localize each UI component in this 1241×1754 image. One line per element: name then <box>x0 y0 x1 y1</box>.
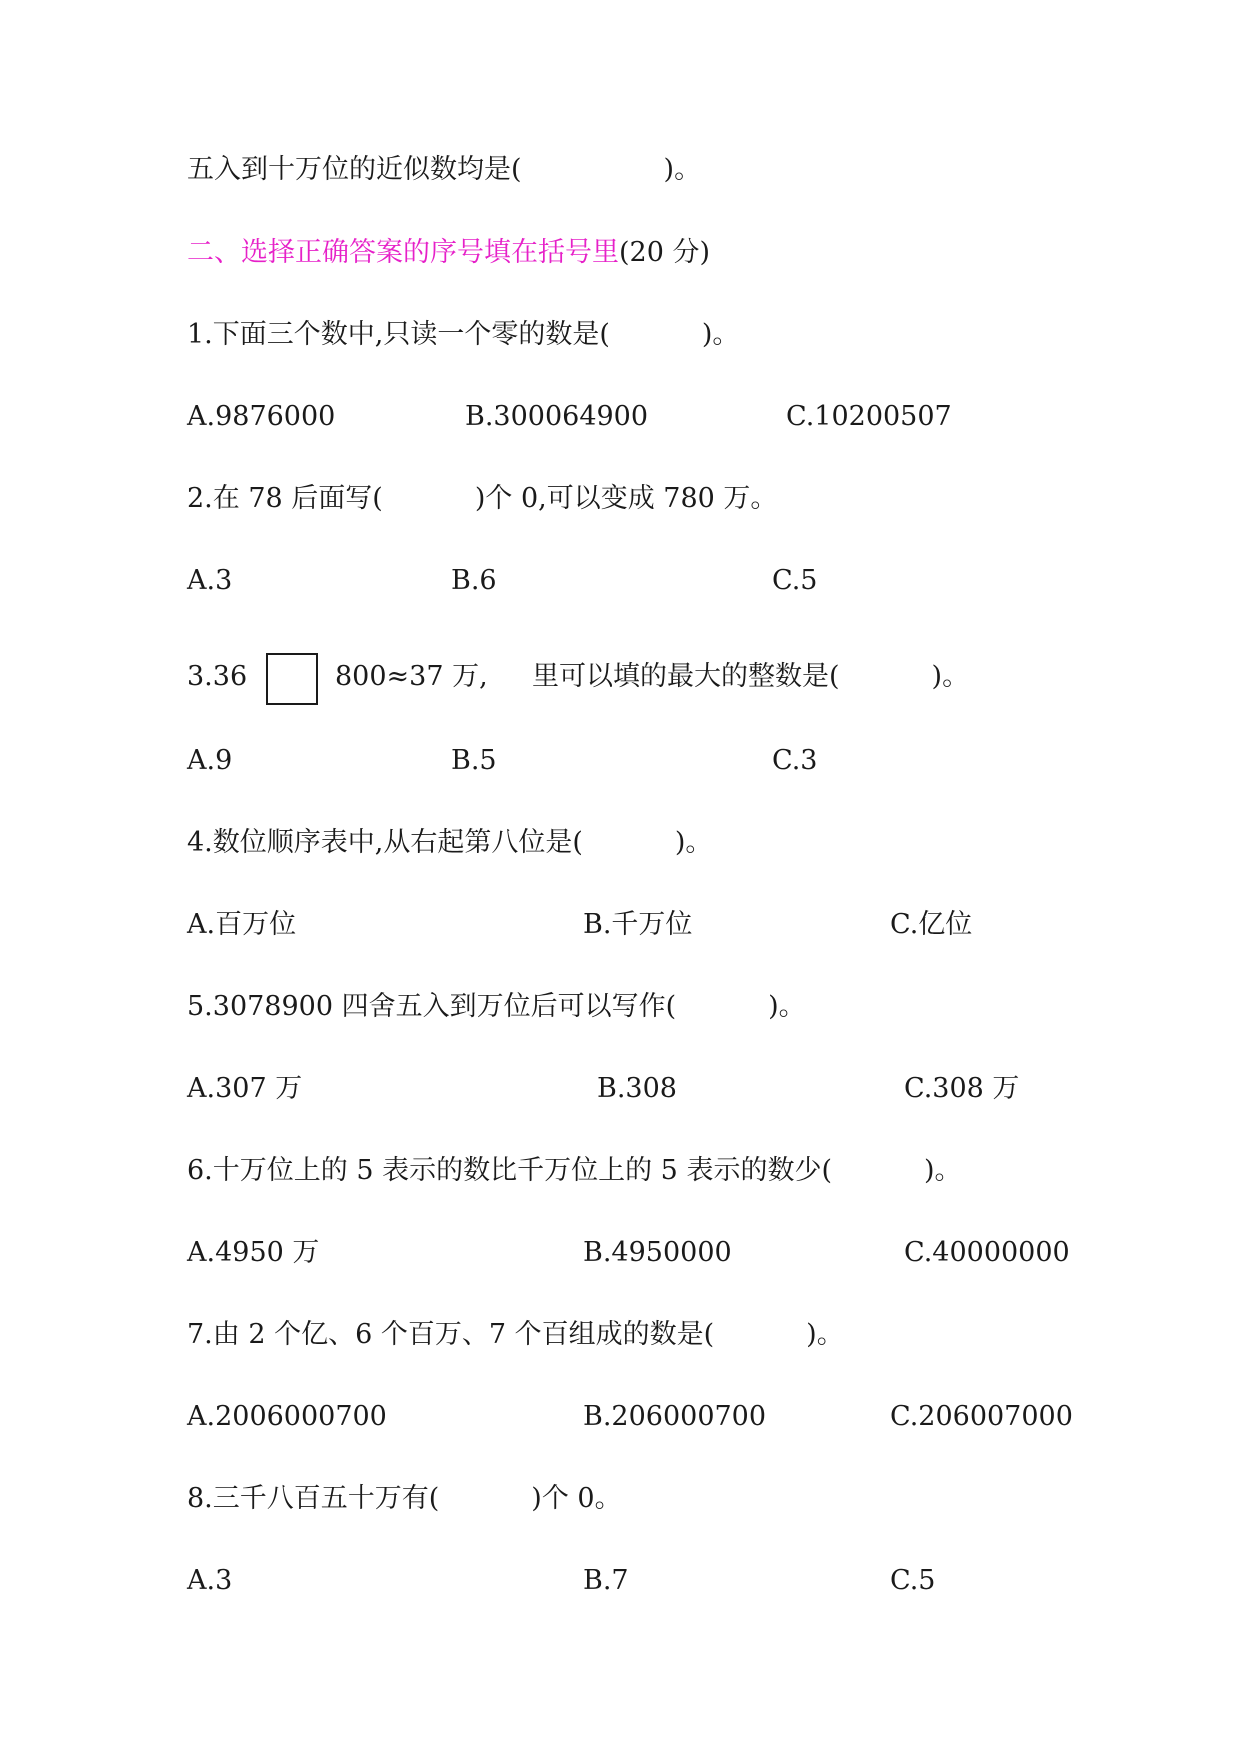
question-8-close: )个 0。 <box>531 1483 622 1514</box>
question-3-option-b[interactable]: B.5 <box>451 745 497 776</box>
question-3-stem-part2: 800≈37 万, <box>335 661 488 692</box>
question-6-option-a[interactable]: A.4950 万 <box>187 1237 320 1268</box>
question-5-option-c[interactable]: C.308 万 <box>904 1073 1020 1104</box>
question-5-option-b[interactable]: B.308 <box>597 1073 677 1104</box>
question-5-option-a[interactable]: A.307 万 <box>187 1073 303 1104</box>
question-1-option-a[interactable]: A.9876000 <box>187 401 336 432</box>
question-2-option-b[interactable]: B.6 <box>451 565 497 596</box>
question-1-option-b[interactable]: B.300064900 <box>465 401 649 432</box>
question-7-option-a[interactable]: A.2006000700 <box>187 1401 387 1432</box>
question-3-end <box>532 657 969 697</box>
question-1-option-c[interactable]: C.10200507 <box>786 401 952 432</box>
question-6 <box>187 1151 962 1191</box>
question-2-option-c[interactable]: C.5 <box>772 565 818 596</box>
question-6-option-c[interactable]: C.40000000 <box>904 1237 1070 1268</box>
question-4-option-c[interactable]: C.亿位 <box>890 909 973 940</box>
question-8-option-b[interactable]: B.7 <box>583 1565 629 1596</box>
question-3 <box>187 657 247 697</box>
question-4-close: )。 <box>674 827 713 858</box>
question-7-option-c[interactable]: C.206007000 <box>890 1401 1073 1432</box>
question-1 <box>187 315 739 355</box>
question-1-stem: 1.下面三个数中,只读一个零的数是( <box>187 319 610 350</box>
question-5-stem: 5.3078900 四舍五入到万位后可以写作( <box>187 991 677 1022</box>
question-3-option-c[interactable]: C.3 <box>772 745 818 776</box>
question-7-close: )。 <box>806 1319 844 1350</box>
question-8-stem: 8.三千八百五十万有( <box>187 1483 440 1514</box>
section-score: (20 分) <box>619 237 711 268</box>
question-4-stem: 4.数位顺序表中,从右起第八位是( <box>187 827 583 858</box>
question-1-close: )。 <box>701 319 740 350</box>
digit-box[interactable] <box>266 653 318 705</box>
intro-line <box>187 150 701 190</box>
intro-close: )。 <box>663 154 702 185</box>
question-3-stem-part3: 里可以填的最大的整数是( <box>532 661 840 692</box>
question-2 <box>187 479 777 519</box>
question-4-option-a[interactable]: A.百万位 <box>187 909 297 940</box>
question-5 <box>187 987 806 1027</box>
question-6-option-b[interactable]: B.4950000 <box>583 1237 732 1268</box>
question-7-option-b[interactable]: B.206000700 <box>583 1401 767 1432</box>
question-7 <box>187 1315 844 1355</box>
question-4 <box>187 823 712 863</box>
section-title <box>187 233 710 273</box>
question-2-close: )个 0,可以变成 780 万。 <box>474 483 778 514</box>
question-3-middle <box>335 657 488 697</box>
question-8-option-c[interactable]: C.5 <box>890 1565 936 1596</box>
question-8 <box>187 1479 622 1519</box>
question-3-close: )。 <box>931 661 970 692</box>
question-8-option-a[interactable]: A.3 <box>187 1565 233 1596</box>
question-3-stem-part1: 3.36 <box>187 661 248 692</box>
question-4-option-b[interactable]: B.千万位 <box>583 909 693 940</box>
question-6-close: )。 <box>923 1155 962 1186</box>
intro-text: 五入到十万位的近似数均是( <box>187 154 522 185</box>
question-3-option-a[interactable]: A.9 <box>187 745 233 776</box>
question-6-stem: 6.十万位上的 5 表示的数比千万位上的 5 表示的数少( <box>187 1155 832 1186</box>
question-2-option-a[interactable]: A.3 <box>187 565 233 596</box>
question-7-stem: 7.由 2 个亿、6 个百万、7 个百组成的数是( <box>187 1319 715 1350</box>
section-title-text: 二、选择正确答案的序号填在括号里 <box>187 237 619 268</box>
question-5-close: )。 <box>768 991 806 1022</box>
question-2-stem: 2.在 78 后面写( <box>187 483 383 514</box>
